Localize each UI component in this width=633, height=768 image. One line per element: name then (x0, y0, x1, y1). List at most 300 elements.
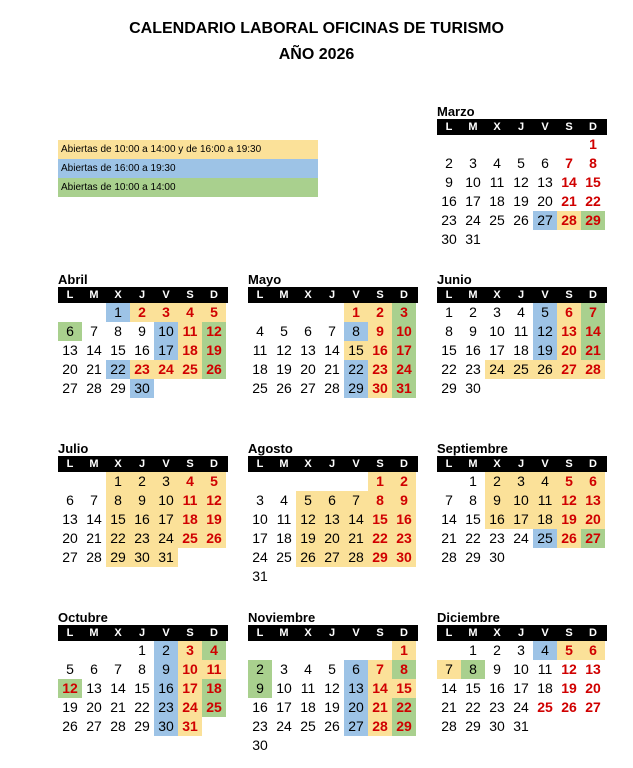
day-cell: 5 (328, 661, 336, 677)
empty-cell (368, 641, 392, 660)
day-grid (248, 472, 418, 586)
weekday-label: M (468, 627, 478, 639)
day-cell: 31 (513, 718, 529, 734)
day-cell: 18 (276, 530, 292, 546)
day-cell: 20 (344, 698, 368, 717)
day-cell: 25 (178, 360, 202, 379)
day-cell: 4 (202, 641, 226, 660)
day-cell: 4 (517, 304, 525, 320)
day-cell: 26 (202, 529, 226, 548)
day-cell: 23 (154, 698, 178, 717)
weekday-label: J (138, 458, 146, 470)
day-cell: 15 (344, 341, 368, 360)
day-cell: 19 (513, 193, 529, 209)
day-cell: 28 (441, 549, 457, 565)
day-cell: 27 (86, 718, 102, 734)
day-cell: 23 (368, 360, 392, 379)
day-cell: 27 (300, 380, 316, 396)
day-cell: 13 (557, 322, 581, 341)
day-cell: 8 (138, 661, 146, 677)
day-cell: 14 (86, 511, 102, 527)
day-cell: 13 (581, 491, 605, 510)
weekday-header (437, 287, 607, 303)
day-cell: 23 (130, 360, 154, 379)
day-cell: 19 (202, 510, 226, 529)
day-cell: 3 (493, 304, 501, 320)
day-cell: 26 (276, 380, 292, 396)
day-cell: 9 (392, 491, 416, 510)
weekday-label: V (352, 458, 360, 470)
weekday-label: V (162, 627, 170, 639)
day-cell: 14 (344, 510, 368, 529)
empty-cell (296, 303, 320, 322)
day-cell: 2 (485, 472, 509, 491)
day-cell: 23 (130, 529, 154, 548)
weekday-label: S (565, 458, 573, 470)
day-cell: 8 (344, 322, 368, 341)
day-cell: 16 (252, 699, 268, 715)
weekday-label: V (541, 121, 549, 133)
day-cell: 26 (62, 718, 78, 734)
day-cell: 1 (344, 303, 368, 322)
weekday-label: D (210, 627, 218, 639)
weekday-label: D (400, 458, 408, 470)
weekday-label: X (304, 458, 312, 470)
day-cell: 13 (344, 679, 368, 698)
day-cell: 25 (202, 698, 226, 717)
day-cell: 17 (465, 193, 481, 209)
day-grid (58, 641, 228, 736)
day-cell: 23 (252, 718, 268, 734)
day-cell: 8 (392, 660, 416, 679)
day-cell: 2 (130, 303, 154, 322)
day-cell: 17 (154, 341, 178, 360)
day-cell: 16 (392, 510, 416, 529)
weekday-label: M (468, 289, 478, 301)
day-cell: 21 (368, 698, 392, 717)
day-cell: 27 (533, 211, 557, 230)
empty-cell (485, 135, 509, 154)
day-cell: 3 (256, 492, 264, 508)
weekday-label: S (376, 627, 384, 639)
day-cell: 24 (513, 530, 529, 546)
day-cell: 2 (445, 155, 453, 171)
weekday-label: V (162, 289, 170, 301)
day-cell: 2 (493, 642, 501, 658)
day-cell: 24 (485, 360, 509, 379)
day-cell: 30 (368, 379, 392, 398)
day-cell: 12 (296, 510, 320, 529)
day-cell: 25 (252, 380, 268, 396)
day-cell: 21 (324, 361, 340, 377)
weekday-label: M (89, 289, 99, 301)
weekday-label: M (468, 458, 478, 470)
day-cell: 8 (106, 491, 130, 510)
weekday-label: M (279, 458, 289, 470)
month-name: Julio (58, 441, 89, 456)
empty-cell (248, 303, 272, 322)
month-name: Mayo (248, 272, 282, 287)
weekday-label: D (589, 627, 597, 639)
weekday-label: M (279, 627, 289, 639)
day-cell: 7 (565, 155, 573, 171)
day-cell: 9 (130, 491, 154, 510)
weekday-label: L (445, 627, 453, 639)
day-cell: 24 (154, 529, 178, 548)
day-cell: 31 (178, 717, 202, 736)
empty-cell (82, 472, 106, 491)
day-cell: 31 (465, 231, 481, 247)
day-cell: 12 (276, 342, 292, 358)
day-cell: 11 (513, 323, 529, 339)
weekday-label: L (256, 458, 264, 470)
day-cell: 22 (106, 360, 130, 379)
day-cell: 28 (557, 211, 581, 230)
day-cell: 22 (392, 698, 416, 717)
weekday-label: S (565, 121, 573, 133)
day-cell: 28 (86, 549, 102, 565)
day-cell: 13 (537, 174, 553, 190)
weekday-label: D (589, 458, 597, 470)
month-diciembre (437, 610, 607, 736)
day-cell: 25 (489, 212, 505, 228)
day-cell: 20 (537, 193, 553, 209)
day-cell: 1 (469, 642, 477, 658)
day-cell: 25 (178, 529, 202, 548)
day-cell: 19 (557, 510, 581, 529)
day-cell: 2 (392, 472, 416, 491)
day-cell: 12 (533, 322, 557, 341)
day-cell: 13 (585, 661, 601, 677)
empty-cell (272, 472, 296, 491)
empty-cell (58, 641, 82, 660)
weekday-label: D (400, 627, 408, 639)
day-cell: 9 (248, 679, 272, 698)
empty-cell (82, 641, 106, 660)
day-cell: 9 (485, 491, 509, 510)
day-cell: 29 (465, 718, 481, 734)
weekday-label: D (589, 121, 597, 133)
empty-cell (106, 641, 130, 660)
day-cell: 12 (513, 174, 529, 190)
weekday-label: L (66, 627, 74, 639)
day-cell: 11 (178, 491, 202, 510)
empty-cell (344, 472, 368, 491)
day-cell: 29 (368, 548, 392, 567)
day-cell: 28 (441, 718, 457, 734)
day-cell: 25 (509, 360, 533, 379)
day-cell: 7 (344, 491, 368, 510)
day-cell: 2 (154, 641, 178, 660)
day-cell: 22 (134, 699, 150, 715)
day-cell: 28 (324, 380, 340, 396)
day-cell: 28 (581, 360, 605, 379)
weekday-label: J (138, 289, 146, 301)
day-cell: 8 (445, 323, 453, 339)
weekday-label: M (279, 289, 289, 301)
day-cell: 18 (202, 679, 226, 698)
day-cell: 27 (62, 380, 78, 396)
weekday-header (437, 456, 607, 472)
day-cell: 11 (276, 511, 292, 527)
day-cell: 5 (202, 472, 226, 491)
day-cell: 27 (320, 548, 344, 567)
day-cell: 30 (392, 548, 416, 567)
day-cell: 7 (328, 323, 336, 339)
empty-cell (58, 303, 82, 322)
weekday-label: X (493, 627, 501, 639)
day-cell: 6 (541, 155, 549, 171)
day-cell: 7 (90, 323, 98, 339)
weekday-label: D (589, 289, 597, 301)
day-cell: 21 (86, 530, 102, 546)
day-cell: 22 (368, 529, 392, 548)
weekday-label: L (445, 458, 453, 470)
empty-cell (461, 135, 485, 154)
day-cell: 24 (276, 718, 292, 734)
day-cell: 4 (533, 472, 557, 491)
day-cell: 24 (252, 549, 268, 565)
day-cell: 29 (581, 211, 605, 230)
day-cell: 26 (296, 548, 320, 567)
day-cell: 28 (344, 548, 368, 567)
day-cell: 13 (300, 342, 316, 358)
day-cell: 22 (344, 360, 368, 379)
day-cell: 16 (485, 510, 509, 529)
weekday-label: L (445, 289, 453, 301)
day-cell: 12 (202, 322, 226, 341)
day-cell: 16 (368, 341, 392, 360)
day-cell: 5 (280, 323, 288, 339)
day-cell: 9 (469, 323, 477, 339)
day-cell: 11 (178, 322, 202, 341)
month-octubre (58, 610, 228, 736)
day-cell: 15 (110, 342, 126, 358)
weekday-label: X (304, 627, 312, 639)
day-cell: 18 (533, 510, 557, 529)
page-title: CALENDARIO LABORAL OFICINAS DE TURISMO (129, 20, 504, 37)
day-cell: 18 (178, 510, 202, 529)
day-cell: 8 (114, 323, 122, 339)
day-cell: 26 (557, 529, 581, 548)
weekday-label: S (376, 289, 384, 301)
empty-cell (437, 135, 461, 154)
day-cell: 17 (489, 342, 505, 358)
day-cell: 30 (465, 380, 481, 396)
day-cell: 3 (178, 641, 202, 660)
month-mayo (248, 272, 418, 398)
day-cell: 24 (465, 212, 481, 228)
day-cell: 21 (110, 699, 126, 715)
day-cell: 6 (66, 492, 74, 508)
day-cell: 6 (90, 661, 98, 677)
day-cell: 10 (178, 660, 202, 679)
month-septiembre (437, 441, 607, 567)
empty-cell (437, 641, 461, 660)
empty-cell (272, 641, 296, 660)
day-cell: 12 (324, 680, 340, 696)
day-cell: 15 (392, 679, 416, 698)
day-cell: 3 (509, 472, 533, 491)
day-cell: 25 (533, 529, 557, 548)
empty-cell (320, 641, 344, 660)
day-cell: 19 (324, 699, 340, 715)
weekday-label: J (517, 458, 525, 470)
weekday-label: V (541, 289, 549, 301)
day-cell: 29 (106, 548, 130, 567)
day-cell: 6 (320, 491, 344, 510)
day-cell: 14 (86, 342, 102, 358)
day-cell: 7 (445, 492, 453, 508)
day-cell: 11 (537, 661, 553, 677)
day-cell: 11 (300, 680, 316, 696)
day-cell: 10 (513, 661, 529, 677)
day-cell: 11 (533, 491, 557, 510)
day-cell: 12 (561, 661, 577, 677)
day-cell: 10 (154, 322, 178, 341)
weekday-label: L (66, 458, 74, 470)
month-name: Abril (58, 272, 88, 287)
day-cell: 7 (90, 492, 98, 508)
day-cell: 12 (58, 679, 82, 698)
day-cell: 21 (441, 530, 457, 546)
day-cell: 26 (533, 360, 557, 379)
month-name: Diciembre (437, 610, 500, 625)
day-cell: 6 (58, 322, 82, 341)
day-cell: 3 (469, 155, 477, 171)
weekday-label: L (256, 289, 264, 301)
day-cell: 12 (557, 491, 581, 510)
weekday-label: D (210, 458, 218, 470)
day-cell: 19 (561, 680, 577, 696)
empty-cell (82, 303, 106, 322)
day-cell: 13 (320, 510, 344, 529)
weekday-label: M (468, 121, 478, 133)
weekday-label: X (493, 121, 501, 133)
day-cell: 10 (509, 491, 533, 510)
day-cell: 14 (441, 511, 457, 527)
day-cell: 29 (465, 549, 481, 565)
day-cell: 29 (392, 717, 416, 736)
day-cell: 6 (581, 641, 605, 660)
day-cell: 1 (106, 472, 130, 491)
weekday-label: J (138, 627, 146, 639)
empty-cell (248, 641, 272, 660)
day-cell: 29 (134, 718, 150, 734)
day-cell: 26 (202, 360, 226, 379)
weekday-header (58, 287, 228, 303)
day-cell: 10 (276, 680, 292, 696)
day-cell: 20 (62, 361, 78, 377)
day-cell: 5 (533, 303, 557, 322)
day-cell: 24 (178, 698, 202, 717)
day-cell: 10 (465, 174, 481, 190)
day-cell: 21 (561, 193, 577, 209)
day-cell: 9 (445, 174, 453, 190)
day-cell: 15 (368, 510, 392, 529)
day-cell: 29 (441, 380, 457, 396)
day-cell: 17 (178, 679, 202, 698)
day-cell: 26 (561, 699, 577, 715)
day-cell: 13 (86, 680, 102, 696)
day-cell: 27 (585, 699, 601, 715)
empty-cell (557, 135, 581, 154)
day-cell: 20 (320, 529, 344, 548)
empty-cell (296, 472, 320, 491)
day-cell: 19 (296, 529, 320, 548)
day-cell: 4 (178, 303, 202, 322)
day-cell: 2 (469, 304, 477, 320)
weekday-label: S (376, 458, 384, 470)
weekday-label: S (186, 627, 194, 639)
day-cell: 3 (280, 661, 288, 677)
day-cell: 19 (202, 341, 226, 360)
day-cell: 1 (368, 472, 392, 491)
day-cell: 19 (276, 361, 292, 377)
day-cell: 3 (154, 303, 178, 322)
empty-cell (509, 135, 533, 154)
weekday-label: X (493, 458, 501, 470)
day-cell: 9 (493, 661, 501, 677)
day-grid (248, 641, 418, 755)
day-cell: 14 (324, 342, 340, 358)
day-cell: 4 (493, 155, 501, 171)
empty-cell (248, 472, 272, 491)
day-cell: 5 (517, 155, 525, 171)
day-cell: 20 (62, 530, 78, 546)
weekday-label: X (114, 458, 122, 470)
day-cell: 29 (344, 379, 368, 398)
day-cell: 5 (557, 641, 581, 660)
day-cell: 4 (280, 492, 288, 508)
weekday-label: J (517, 121, 525, 133)
day-cell: 20 (585, 680, 601, 696)
day-cell: 24 (513, 699, 529, 715)
weekday-label: D (400, 289, 408, 301)
weekday-header (58, 456, 228, 472)
weekday-label: J (517, 289, 525, 301)
day-cell: 21 (581, 341, 605, 360)
weekday-label: V (352, 289, 360, 301)
weekday-label: L (66, 289, 74, 301)
day-cell: 30 (130, 548, 154, 567)
day-cell: 22 (465, 699, 481, 715)
day-cell: 22 (106, 529, 130, 548)
weekday-label: V (162, 458, 170, 470)
weekday-header (248, 456, 418, 472)
day-cell: 4 (533, 641, 557, 660)
month-junio (437, 272, 607, 398)
day-cell: 23 (392, 529, 416, 548)
day-cell: 12 (202, 491, 226, 510)
month-julio (58, 441, 228, 567)
day-cell: 17 (276, 699, 292, 715)
day-cell: 15 (106, 510, 130, 529)
day-cell: 13 (62, 342, 78, 358)
day-cell: 17 (509, 510, 533, 529)
day-cell: 8 (469, 492, 477, 508)
day-cell: 9 (368, 322, 392, 341)
day-cell: 22 (465, 530, 481, 546)
day-cell: 18 (537, 680, 553, 696)
day-cell: 24 (392, 360, 416, 379)
day-cell: 22 (441, 361, 457, 377)
day-cell: 1 (392, 641, 416, 660)
weekday-label: V (541, 627, 549, 639)
weekday-label: M (89, 458, 99, 470)
day-cell: 14 (561, 174, 577, 190)
legend-item: Abiertas de 10:00 a 14:00 (58, 178, 318, 197)
